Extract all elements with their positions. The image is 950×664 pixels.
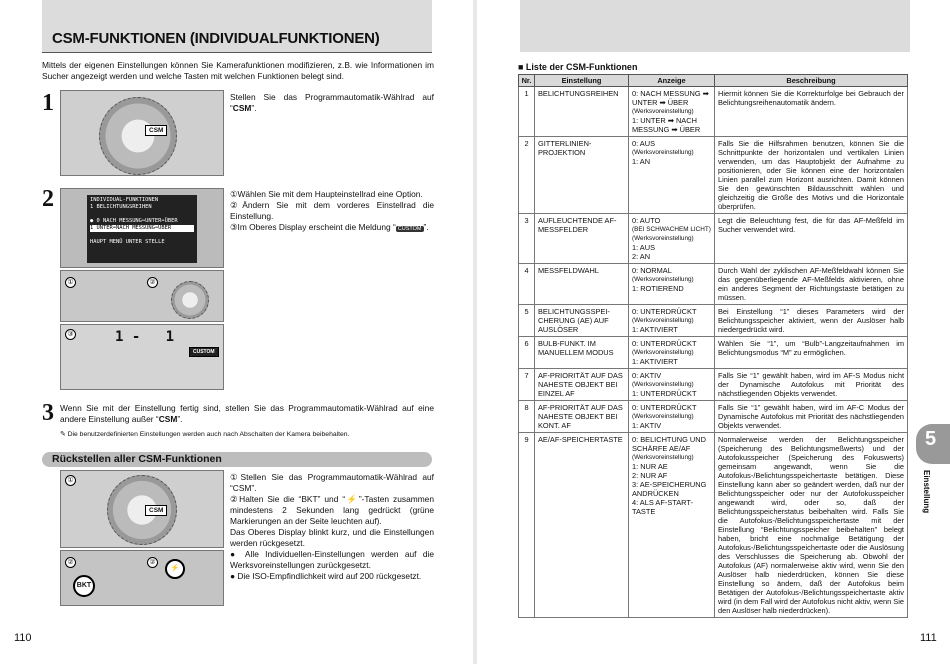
display-option: 1: UNTERDRÜCKT [632,389,697,398]
row-number: 3 [519,214,535,264]
csm-menu-screen: INDIVIDUAL-FUNKTIONEN 1 BELICHTUNGSREIHEN ● 0 NACH MESSUNG➡UNTER➡ÜBER 1 UNTER➡NACH MESSUNG➡ÜBER HAUPT MENÜ UNTER STELLE [87,195,197,263]
display-option: 4: ALS AF-START-TASTE [632,498,693,516]
custom-indicator: CUSTOM [189,347,219,357]
display-option: 1: AKTIVIERT [632,325,678,334]
table-row [519,264,908,305]
display-option: (BEI SCHWACHEM LICHT) [632,226,711,233]
header-display: Anzeige [629,75,715,87]
row-setting: AF-PRIORITÄT AUF DAS NAHESTE OBJEKT BEI EINZEL AF [535,369,629,401]
table-row [519,401,908,433]
row-description: Falls Sie die Hilfsrahmen benutzen, können Sie die Schnittpunkte der horizontalen und vertikalen Linien verwenden, um das Hauptobjekt der Aufnahme zu positionieren, oder Sie können eine der horizontalen Linien parallel zum Horizont ausrichten. Damit können Sie den gewünschten Bildausschnitt wählen und gleichzeitig die Größe des Motivs und die Horizontale überprüfen. [715,137,908,214]
display-option: 2: AN [632,252,651,261]
table-row [519,214,908,264]
display-option: 1: AN [632,157,651,166]
row-number: 6 [519,337,535,369]
reset-item-2: ②Halten Sie die “BKT” und “⚡”-Tasten zusammen mindestens 2 Sekunden lang gedrückt (grüne Markierungen an der Seite leuchten auf). [230,494,434,526]
display-option: 1: AUS [632,243,656,252]
row-description: Falls Sie “1” gewählt haben, wird im AF-C Modus der Dynamische Autofokus mit Priorität des nächstliegenden Objekts verwendet. [715,401,908,433]
flash-button-icon: ⚡ [165,559,185,579]
row-description: Falls Sie “1” gewählt haben, wird im AF-S Modus nicht der Dynamische Autofokus mit Priorität des nächstliegenden Objekts verwendet. [715,369,908,401]
row-number: 5 [519,305,535,337]
right-page [476,0,950,664]
marker-1: ① [65,277,76,288]
table-row [519,87,908,137]
note-text: ✎ Die benutzerdefinierten Einstellungen werden auch nach Abschalten der Kamera beibehalten. [60,431,350,438]
table-row [519,137,908,214]
table-row [519,369,908,401]
row-description: Hiermit können Sie die Korrekturfolge bei Gebrauch der Belichtungsreihenautomatik ändern. [715,87,908,137]
reset-bullet-2: ● Die ISO-Empfindlichkeit wird auf 200 rückgesetzt. [230,571,422,581]
display-option: (Werksvoreinstellung) [632,381,694,388]
step-1-text: Stellen Sie das Programmautomatik-Wählrad auf “CSM”. [230,92,434,113]
reset-instructions [230,472,434,582]
display-option: 0: AUS [632,139,656,148]
table-row [519,433,908,618]
display-option: (Werksvoreinstellung) [632,276,694,283]
row-display [629,87,715,137]
display-option: 0: UNTERDRÜCKT [632,339,697,348]
step-1-number: 1 [42,90,54,116]
row-display [629,137,715,214]
reset-section-title: Rückstellen aller CSM-Funktionen [52,453,222,465]
display-option: 1: NUR AE [632,462,668,471]
marker-2: ② [147,277,158,288]
step-2-item-2: ②Ändern Sie mit dem vorderes Einstellrad die Einstellung. [230,200,434,221]
step-2-item-3: ③Im Oberes Display erscheint die Meldung “ CUSTOM ”. [230,222,429,232]
row-display [629,264,715,305]
top-display-value: 1 - 1 [115,329,175,345]
display-option: 0: NACH MESSUNG ➡ UNTER ➡ ÜBER [632,89,709,107]
row-number: 7 [519,369,535,401]
row-setting: MESSFELDWAHL [535,264,629,305]
step-1-camera-photo [60,90,224,176]
page-number-right: 111 [920,632,937,644]
reset-buttons-photo [60,550,224,606]
note-icon: ✎ [60,431,68,438]
row-description: Durch Wahl der zyklischen AF-Meßfeldwahl können Sie das gegenüberliegende AF-Meßfelds aktivieren, ohne ein anderes Segment der Richtungstaste betätigen zu müssen. [715,264,908,305]
table-header-row [519,75,908,87]
display-option: 0: AUTO [632,216,661,225]
header-description: Beschreibung [715,75,908,87]
reset-marker-2b: ② [147,557,158,568]
marker-3: ③ [65,329,76,340]
reset-bullet-1: ● Alle Individuellen-Einstellungen werden auf die Werksvoreinstellungen zurückgesetzt. [230,549,434,570]
row-description: Legt die Beleuchtung fest, die für das AF-Meßfeld im Sucher verwendet wird. [715,214,908,264]
row-display [629,369,715,401]
display-option: (Werksvoreinstellung) [632,149,694,156]
row-setting: BULB-FUNKT. IM MANUELLEM MODUS [535,337,629,369]
table-row [519,305,908,337]
page-title: CSM-FUNKTIONEN (INDIVIDUALFUNKTIONEN) [52,30,380,47]
row-display [629,401,715,433]
step-2-instructions [230,189,434,235]
header-nr: Nr. [519,75,535,87]
intro-text: Mittels der eigenen Einstellungen können Sie Kamerafunktionen modifizieren, z.B. wie Informationen im Sucher angezeigt werden und welche Tasten mit welchen Funktionen belegt sind. [42,60,434,81]
step-2-number: 2 [42,186,54,212]
row-number: 2 [519,137,535,214]
display-option: (Werksvoreinstellung) [632,454,694,461]
step-3-text: Wenn Sie mit der Einstellung fertig sind, stellen Sie das Programmautomatik-Wählrad auf eine andere Einstellung außer “CSM”. [60,403,434,424]
csm-function-table [518,74,908,618]
row-number: 4 [519,264,535,305]
row-number: 8 [519,401,535,433]
header-band-right [520,0,910,52]
display-option: 0: UNTERDRÜCKT [632,403,697,412]
reset-camera-photo [60,470,224,548]
reset-item-1: ①Stellen Sie das Programmautomatik-Wählrad auf “CSM”. [230,472,434,493]
csm-dial-label: CSM [145,125,167,136]
row-setting: BELICHTUNGSSPEI-CHERUNG (AE) AUF AUSLÖSER [535,305,629,337]
mode-dial-icon [99,97,177,175]
row-setting: AE/AF-SPEICHERTASTE [535,433,629,618]
list-title: ■ Liste der CSM-Funktionen [518,62,638,72]
reset-csm-label: CSM [145,505,167,516]
reset-marker-1: ① [65,475,76,486]
row-number: 9 [519,433,535,618]
display-option: 0: UNTERDRÜCKT [632,307,697,316]
display-option: (Werksvoreinstellung) [632,349,694,356]
step-2-monitor-photo [60,188,224,268]
display-option: 1: AKTIV [632,421,662,430]
row-display [629,214,715,264]
custom-badge: CUSTOM [397,226,422,232]
row-display [629,305,715,337]
row-setting: AUFLEUCHTENDE AF-MESSFELDER [535,214,629,264]
header-setting: Einstellung [535,75,629,87]
row-description: Normalerweise werden der Belichtungsspeicher (Speicherung des Belichtungsmeßwerts) und der Autofokusspeicher (Speicherung des Fokuswerts) gemeinsam angewandt, wenn Sie die Autofokus-/Belichtungsspeichertaste betätigen. Diese Einstellung kann aber so geändert werden, daß nur der Belichtungsspeicher oder nur der Autofokusspeicher angewandt wird, oder so, daß der Belichtungsspeicherstatus beibehalten wird. Falls Sie die Autofokus-/Belichtungsspeichertaste mit der Einstellung “Belichtungsspeicher beibehalten” belegt haben, bricht eine nochmalige Betätigung der Autofokus-/Belichtungsspeichertaste oder die Auslösung des Verschlusses die Speicherung ab. Obwohl der Autofokus (AF) normalerweise aktiv wird, wenn Sie den Auslöser halb niederdrücken, können Sie diese Einstellung so ändern, daß der Autofokus beim Betätigen der Autofokus-/Belichtungsspeichertaste aktiv wird (in dem Fall wird der Autofokus nicht aktiv, wenn Sie den Auslöser halb niederdrücken). [715,433,908,618]
display-option: 2: NUR AF [632,471,668,480]
display-option: (Werksvoreinstellung) [632,235,694,242]
row-display [629,337,715,369]
row-setting: GITTERLINIEN-PROJEKTION [535,137,629,214]
step-3-number: 3 [42,400,54,426]
display-option: 1: UNTER ➡ NACH MESSUNG ➡ ÜBER [632,116,701,134]
row-description: Bei Einstellung “1” dieses Parameters wird der Belichtungsspeicher aktiviert, wenn der Auslöser halb niedergedrückt wird. [715,305,908,337]
chapter-number: 5 [925,428,937,450]
step-2-dials-photo [60,270,224,322]
bkt-button-icon: BKT [73,575,95,597]
row-description: Wählen Sie “1”, um “Bulb”-Langzeitaufnahmen im Belichtungsmodus “M” zu ermöglichen. [715,337,908,369]
sub-dial-icon [171,281,209,319]
chapter-label: Einstellung [922,470,931,514]
title-rule [42,52,432,53]
table-row [519,337,908,369]
left-page [0,0,474,664]
row-number: 1 [519,87,535,137]
display-option: (Werksvoreinstellung) [632,108,694,115]
display-option: 0: BELICHTUNG UND SCHÄRFE AE/AF [632,435,706,453]
display-option: 3: AE-SPEICHERUNG ANDRÜCKEN [632,480,707,498]
display-option: (Werksvoreinstellung) [632,413,694,420]
display-option: 1: AKTIVIERT [632,357,678,366]
display-option: 0: NORMAL [632,266,672,275]
row-display [629,433,715,618]
page-number-left: 110 [14,632,32,644]
reset-item-3: Das Oberes Display blinkt kurz, und die Einstellungen werden rückgesetzt. [230,527,434,548]
reset-marker-2a: ② [65,557,76,568]
step-2-top-display-photo [60,324,224,390]
row-setting: BELICHTUNGSREIHEN [535,87,629,137]
display-option: 1: ROTIEREND [632,284,684,293]
step-2-item-1: ①Wählen Sie mit dem Haupteinstellrad eine Option. [230,189,423,199]
row-setting: AF-PRIORITÄT AUF DAS NAHESTE OBJEKT BEI KONT. AF [535,401,629,433]
display-option: (Werksvoreinstellung) [632,317,694,324]
display-option: 0: AKTIV [632,371,662,380]
